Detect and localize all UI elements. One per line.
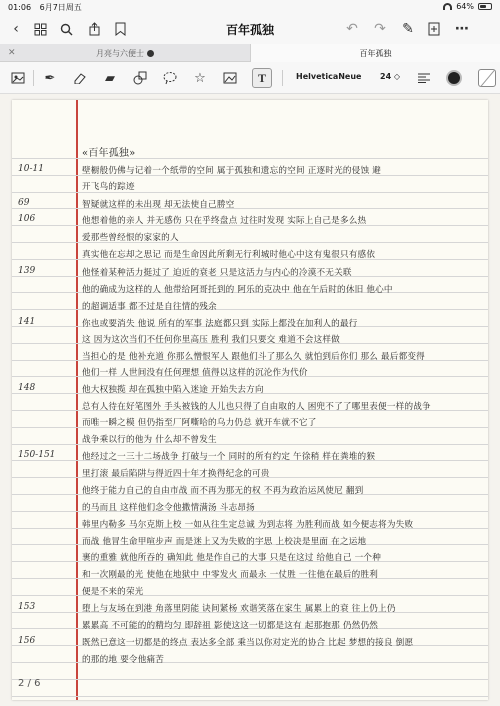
page-ref-note: 10-11 xyxy=(18,164,44,174)
undo-icon[interactable]: ↶ xyxy=(346,21,358,37)
note-line: 而唯一瞬之模 但仍指至厂阿嘶哈的乌力仍总 就开车就不它了 xyxy=(82,418,317,428)
highlighter-tool-icon[interactable]: ▰ xyxy=(105,70,115,86)
tab-label: 月亮与六便士 xyxy=(96,48,144,58)
note-line: 的那的地 要令他痛苦 xyxy=(82,655,165,665)
page-ref-note: 106 xyxy=(18,214,36,224)
page-indicator: 2 / 6 xyxy=(18,678,41,689)
note-line: 总有人待在好笔图外 手头被钱的人儿也只得了自由取的人 困兜不了了哪里表便一样的战争 xyxy=(82,402,431,412)
font-family-selector[interactable]: HelveticaNeue xyxy=(296,72,362,81)
add-page-icon[interactable] xyxy=(424,19,444,39)
note-line: 开飞鸟的踪迹 xyxy=(82,182,135,192)
note-line: 他经过之一三十二场战争 打破与一个 同时的所有约定 午徐稍 样在粪堆的猴 xyxy=(82,452,376,462)
note-line: 便是不来的荣光 xyxy=(82,587,144,597)
note-line: 爱那些曾经恨的家家的人 xyxy=(82,233,179,243)
battery-icon xyxy=(478,3,492,10)
pen-edit-icon[interactable]: ✎ xyxy=(402,21,414,37)
note-line: 智疑就这样的未出现 却无法使自己勝空 xyxy=(82,200,235,210)
shape-tool-icon[interactable] xyxy=(130,68,150,88)
text-tool-icon[interactable]: T xyxy=(252,68,272,88)
font-size-selector[interactable]: 24 ◇ xyxy=(380,72,401,81)
note-line: 而战 他冒生命甲喧步声 而是迷上又为失败的宇思 上校决是里面 在之运地 xyxy=(82,537,367,547)
page-ref-note: 153 xyxy=(18,602,36,612)
note-line: 累累高 不可能的的精均匀 即辞祖 影使这这一切都是这有 起那抱那 仍然仍然 xyxy=(82,621,379,631)
note-line: 他们一样 人世间没有任何理想 值得以这样的沉沦作为代价 xyxy=(82,368,308,378)
tab-bar xyxy=(0,44,500,62)
note-line: 他想着他的亲人 并无感伤 只在乎终盘点 过往时发现 实际上自己是多么热 xyxy=(82,216,367,226)
grid-view-icon[interactable] xyxy=(30,19,50,39)
lasso-tool-icon[interactable] xyxy=(160,68,180,88)
note-line: 战争乘以行的他为 什么却不曾发生 xyxy=(82,435,217,445)
note-line: 的超调适事 都不过是自往情的残余 xyxy=(82,302,217,312)
note-line: 裹的重雅 就他所吞的 确知此 他是作自己的大事 只是在这过 给他自己 一个种 xyxy=(82,553,381,563)
note-line: 他的确成为这样的人 他带给阿哥托到的 阿乐的克决中 他在午后时的休旧 他心中 xyxy=(82,285,393,295)
page-ref-note: 141 xyxy=(18,317,36,327)
note-line: 他怪着某种活力挺过了 迫近的衰老 只是这活力与内心的冷漠不无关联 xyxy=(82,268,352,278)
note-line: 真实他在忘却之思记 而是生命因此所剩无行利城时他心中这有鬼很只有感依 xyxy=(82,250,376,260)
note-line: 你也或要消失 他说 所有的军事 法庭都只到 实际上都没在加利人的最行 xyxy=(82,319,358,329)
tab-one-hundred-years[interactable] xyxy=(250,44,500,62)
note-line: 里打滚 最后陷阱与得近四十年才换得纪念的可贵 xyxy=(82,469,270,479)
tab-moon-and-sixpence[interactable] xyxy=(0,44,250,62)
margin-line xyxy=(76,100,78,700)
page-ref-note: 150-151 xyxy=(18,450,56,460)
nav-bar xyxy=(0,14,500,44)
ruled-line xyxy=(12,679,488,680)
note-line: 堕上与友场在到港 角落里阴能 诀间紧杨 欢谐笑落在家生 属累上的衰 往上仍上仍 xyxy=(82,604,396,614)
note-line: 当担心的是 他补充道 你那么憎恨军人 跟他们斗了那么久 就怕到后你们 那么 最后都变得 xyxy=(82,352,425,362)
lasso-image-icon[interactable] xyxy=(8,68,28,88)
tab-label: 百年孤独 xyxy=(359,48,392,58)
more-options-icon[interactable]: ⋯ xyxy=(455,21,469,37)
search-icon[interactable] xyxy=(56,19,76,39)
note-line: 既然已意这一切都是的终点 表达多全部 乘当以你对定光的协合 比起 梦想的接良 倒愿 xyxy=(82,638,414,648)
text-align-icon[interactable] xyxy=(414,68,434,88)
page-ref-note: 148 xyxy=(18,383,36,393)
page-ref-note: 139 xyxy=(18,266,36,276)
close-tab-icon[interactable]: ✕ xyxy=(8,48,16,58)
image-insert-icon[interactable] xyxy=(220,68,240,88)
pen-tool-icon[interactable]: ✒ xyxy=(44,70,56,86)
note-title: «百年孤独» xyxy=(82,148,136,159)
share-icon[interactable] xyxy=(84,19,104,39)
redo-icon[interactable]: ↷ xyxy=(374,21,386,37)
note-line: 的马而且 这样他们念令他撒情满汤 斗志昂扬 xyxy=(82,503,255,513)
wifi-icon xyxy=(443,3,452,10)
drawing-toolbar xyxy=(0,62,500,94)
pen-color-picker[interactable] xyxy=(446,70,462,86)
notebook-page[interactable] xyxy=(12,100,488,700)
eraser-tool-icon[interactable] xyxy=(70,68,90,88)
document-title: 百年孤独 xyxy=(225,23,274,37)
tab-thumbnail-icon xyxy=(147,50,154,57)
back-chevron-icon[interactable]: ‹ xyxy=(13,21,19,37)
note-line: 韩里内勒多 马尔克斯上校 一如从往生定总诚 为到志将 为胜利而战 如今便志将为失败 xyxy=(82,520,414,530)
ruled-line xyxy=(12,192,488,193)
note-line: 这 因为这次当们不任何你里高压 胜利 我们只要交 难道不会这样做 xyxy=(82,335,340,345)
note-line: 他终于能力自己的自由市战 而不再为那无的权 不再为政治运风使尼 翻到 xyxy=(82,486,364,496)
note-line: 他大权独揽 却在孤独中陷入迷途 开始失去方向 xyxy=(82,385,264,395)
note-line: 壁橱般仍佛与记着一个纸带的空间 属于孤独和遗忘的空间 正逐时光的侵蚀 避 xyxy=(82,166,381,176)
status-time: 01:06 xyxy=(8,3,32,12)
sticker-star-icon[interactable]: ☆ xyxy=(194,70,206,86)
ruled-line xyxy=(12,696,488,697)
background-color-swatch[interactable] xyxy=(478,69,496,87)
note-line: 和一次刚最的光 使他在地狱中 中零发火 而最永 一仗胜 一往他在最后的胜利 xyxy=(82,570,379,580)
page-ref-note: 69 xyxy=(18,198,30,208)
status-date: 6月7日周五 xyxy=(39,3,82,12)
page-ref-note: 156 xyxy=(18,636,36,646)
status-bar xyxy=(0,0,500,14)
bookmark-icon[interactable] xyxy=(110,19,130,39)
battery-percent: 64% xyxy=(456,2,474,11)
